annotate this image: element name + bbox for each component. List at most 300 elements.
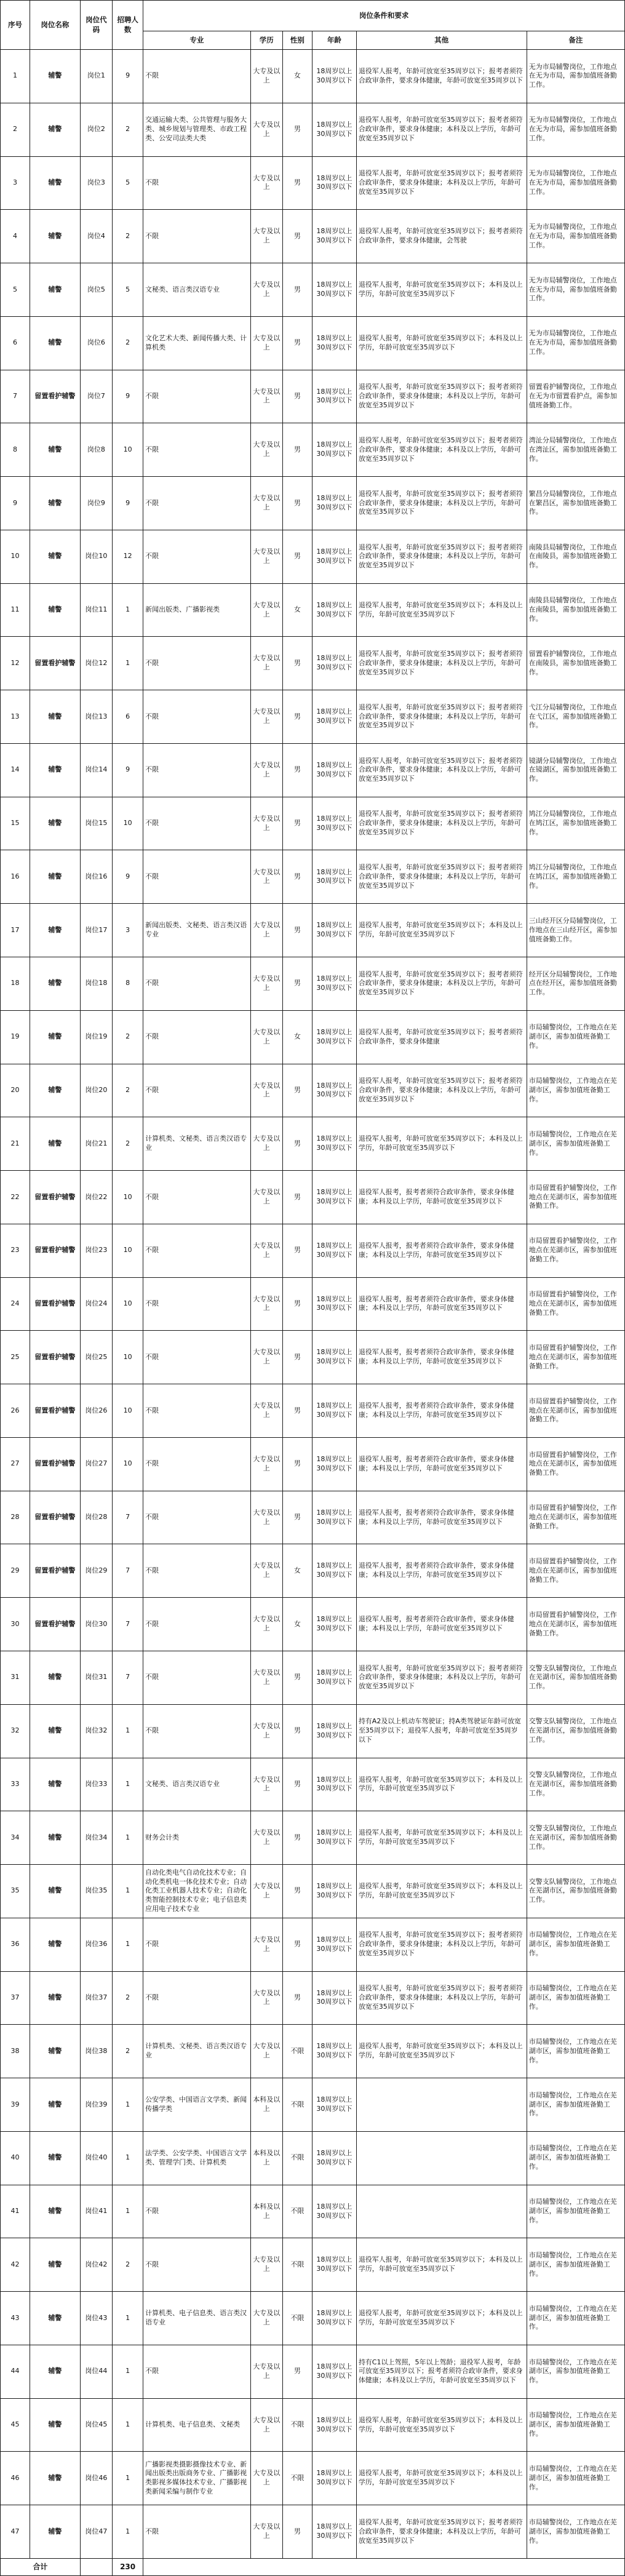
table-row — [1, 530, 625, 583]
cell-major: 不限 — [143, 370, 250, 423]
cell-position-code: 岗位13 — [80, 690, 112, 744]
cell-remark: 镜湖分局辅警岗位，工作地点在镜湖区，需参加值班备勤工作。 — [527, 743, 624, 797]
cell-age: 18周岁以上30周岁以下 — [312, 156, 356, 210]
cell-other: 退役军人报考，年龄可放宽至35周岁以下；报考者须符合政审条件，要求身体健康；本科及以上学历，年龄可放宽至35周岁以下 — [356, 1651, 527, 1704]
cell-age: 18周岁以上30周岁以下 — [312, 2238, 356, 2292]
cell-position-name: 辅警 — [30, 263, 80, 317]
cell-recruit-count: 7 — [113, 1544, 143, 1598]
cell-education: 大专及以上 — [250, 1544, 282, 1598]
cell-recruit-count: 8 — [113, 957, 143, 1011]
cell-education: 本科及以上 — [250, 2078, 282, 2132]
cell-recruit-count: 1 — [113, 2452, 143, 2505]
cell-position-name: 辅警 — [30, 743, 80, 797]
cell-gender: 不限 — [282, 2078, 312, 2132]
cell-position-name: 留置看护辅警 — [30, 370, 80, 423]
cell-position-name: 辅警 — [30, 1704, 80, 1758]
cell-position-code: 岗位41 — [80, 2185, 112, 2238]
cell-recruit-count: 2 — [113, 1971, 143, 2025]
cell-other: 退役军人报考，报考者须符合政审条件，要求身体健康；本科及以上学历，年龄可放宽至35周岁以下 — [356, 1437, 527, 1491]
table-row — [1, 743, 625, 797]
cell-education: 大专及以上 — [250, 1117, 282, 1171]
cell-gender: 不限 — [282, 2185, 312, 2238]
cell-education: 大专及以上 — [250, 690, 282, 744]
cell-age: 18周岁以上30周岁以下 — [312, 530, 356, 583]
cell-seq: 32 — [1, 1704, 30, 1758]
cell-seq: 33 — [1, 1758, 30, 1811]
cell-other: 退役军人报考，年龄可放宽至35周岁以下；本科及以上学历，年龄可放宽至35周岁以下 — [356, 263, 527, 317]
cell-education: 大专及以上 — [250, 1331, 282, 1384]
cell-gender: 男 — [282, 263, 312, 317]
cell-recruit-count: 1 — [113, 2398, 143, 2452]
cell-remark: 市局辅警岗位，工作地点在芜湖市区，需参加值班备勤工作。 — [527, 2131, 624, 2185]
cell-other: 退役军人报考，年龄可放宽至35周岁以下；本科及以上学历，年龄可放宽至35周岁以下 — [356, 2398, 527, 2452]
cell-position-code: 岗位45 — [80, 2398, 112, 2452]
cell-other: 退役军人报考，年龄可放宽至35周岁以下；报考者须符合政审条件，要求身体健康；本科及以上学历，年龄可放宽至35周岁以下 — [356, 477, 527, 530]
cell-education: 大专及以上 — [250, 2398, 282, 2452]
cell-major: 广播影视类摄影摄像技术专业、新闻出版类出版商务专业、广播影视类影视多媒体技术专业、广播影视类新闻采编与制作专业 — [143, 2452, 250, 2505]
cell-major: 财务会计类 — [143, 1811, 250, 1865]
cell-position-code: 岗位47 — [80, 2505, 112, 2559]
cell-position-name: 辅警 — [30, 210, 80, 263]
cell-other: 退役军人报考，年龄可放宽至35周岁以下；本科及以上学历，年龄可放宽至35周岁以下 — [356, 1758, 527, 1811]
cell-position-name: 辅警 — [30, 316, 80, 370]
cell-other: 退役军人报考，年龄可放宽至35周岁以下；本科及以上学历，年龄可放宽至35周岁以下 — [356, 2292, 527, 2345]
cell-position-name: 辅警 — [30, 2238, 80, 2292]
cell-gender: 男 — [282, 797, 312, 850]
cell-age: 18周岁以上30周岁以下 — [312, 1651, 356, 1704]
cell-position-code: 岗位46 — [80, 2452, 112, 2505]
cell-age: 18周岁以上30周岁以下 — [312, 477, 356, 530]
table-row — [1, 2398, 625, 2452]
cell-gender: 男 — [282, 1224, 312, 1277]
cell-remark: 南陵县局辅警岗位，工作地点在南陵县，需参加值班备勤工作。 — [527, 583, 624, 637]
cell-age: 18周岁以上30周岁以下 — [312, 1171, 356, 1224]
table-row — [1, 1010, 625, 1064]
cell-seq: 42 — [1, 2238, 30, 2292]
table-row — [1, 477, 625, 530]
cell-gender: 男 — [282, 1491, 312, 1544]
cell-major: 计算机类、文秘类、语言类汉语专业 — [143, 2025, 250, 2078]
cell-position-code: 岗位19 — [80, 1010, 112, 1064]
cell-education: 大专及以上 — [250, 1491, 282, 1544]
cell-seq: 24 — [1, 1277, 30, 1331]
cell-gender: 女 — [282, 50, 312, 103]
cell-remark: 交警支队辅警岗位，工作地点在芜湖市区，需参加值班备勤工作。 — [527, 1865, 624, 1918]
cell-position-name: 辅警 — [30, 1117, 80, 1171]
cell-seq: 1 — [1, 50, 30, 103]
cell-major: 文秘类、语言类汉语专业 — [143, 263, 250, 317]
cell-education: 大专及以上 — [250, 477, 282, 530]
table-row — [1, 103, 625, 156]
cell-education: 大专及以上 — [250, 1971, 282, 2025]
cell-major: 不限 — [143, 2185, 250, 2238]
cell-recruit-count: 1 — [113, 2505, 143, 2559]
cell-age: 18周岁以上30周岁以下 — [312, 2131, 356, 2185]
cell-other: 退役军人报考，年龄可放宽至35周岁以下；报考者须符合政审条件，要求身体健康；本科及以上学历，年龄可放宽至35周岁以下 — [356, 1918, 527, 1971]
total-empty-rest — [143, 2558, 625, 2575]
cell-recruit-count: 2 — [113, 316, 143, 370]
cell-age: 18周岁以上30周岁以下 — [312, 210, 356, 263]
cell-major: 不限 — [143, 1598, 250, 1651]
cell-major: 不限 — [143, 743, 250, 797]
cell-seq: 30 — [1, 1598, 30, 1651]
cell-position-code: 岗位28 — [80, 1491, 112, 1544]
cell-age: 18周岁以上30周岁以下 — [312, 1064, 356, 1117]
table-row — [1, 690, 625, 744]
cell-recruit-count: 2 — [113, 103, 143, 156]
cell-other: 退役军人报考，年龄可放宽至35周岁以下；报考者须符合政审条件，要求身体健康；本科及以上学历，年龄可放宽至35周岁以下 — [356, 637, 527, 690]
cell-gender: 男 — [282, 1971, 312, 2025]
cell-gender: 男 — [282, 530, 312, 583]
cell-age: 18周岁以上30周岁以下 — [312, 2185, 356, 2238]
cell-position-name: 辅警 — [30, 797, 80, 850]
cell-gender: 男 — [282, 210, 312, 263]
header-row-group — [1, 1, 625, 31]
cell-seq: 46 — [1, 2452, 30, 2505]
cell-remark: 市局辅警岗位，工作地点在芜湖市区，需参加值班备勤工作。 — [527, 2398, 624, 2452]
cell-age: 18周岁以上30周岁以下 — [312, 1865, 356, 1918]
cell-other: 退役军人报考，报考者须符合政审条件，要求身体健康；本科及以上学历，年龄可放宽至35周岁以下 — [356, 1171, 527, 1224]
cell-position-code: 岗位6 — [80, 316, 112, 370]
cell-major: 不限 — [143, 1277, 250, 1331]
cell-seq: 25 — [1, 1331, 30, 1384]
cell-age: 18周岁以上30周岁以下 — [312, 2505, 356, 2559]
cell-seq: 26 — [1, 1384, 30, 1438]
cell-position-name: 辅警 — [30, 2398, 80, 2452]
cell-position-name: 辅警 — [30, 1758, 80, 1811]
cell-seq: 36 — [1, 1918, 30, 1971]
cell-seq: 23 — [1, 1224, 30, 1277]
table-row — [1, 1491, 625, 1544]
cell-age: 18周岁以上30周岁以下 — [312, 263, 356, 317]
table-row — [1, 1331, 625, 1384]
cell-recruit-count: 2 — [113, 2025, 143, 2078]
cell-position-code: 岗位4 — [80, 210, 112, 263]
cell-seq: 43 — [1, 2292, 30, 2345]
cell-position-name: 留置看护辅警 — [30, 1224, 80, 1277]
cell-gender: 男 — [282, 103, 312, 156]
cell-other: 退役军人报考，年龄可放宽至35周岁以下；报考者须符合政审条件，要求身体健康；本科及以上学历，年龄可放宽至35周岁以下 — [356, 850, 527, 904]
cell-gender: 男 — [282, 1064, 312, 1117]
cell-education: 大专及以上 — [250, 530, 282, 583]
table-row — [1, 1117, 625, 1171]
cell-gender: 男 — [282, 690, 312, 744]
cell-remark: 市局辅警岗位，工作地点在芜湖市区，需参加值班备勤工作。 — [527, 2452, 624, 2505]
cell-remark: 弋江分局辅警岗位，工作地点在弋江区，需参加值班备勤工作。 — [527, 690, 624, 744]
cell-remark: 无为市局辅警岗位，工作地点在无为市局，需参加值班备勤工作。 — [527, 103, 624, 156]
cell-major: 不限 — [143, 2505, 250, 2559]
cell-position-name: 辅警 — [30, 103, 80, 156]
header-education: 学历 — [250, 31, 282, 50]
cell-position-name: 辅警 — [30, 1811, 80, 1865]
cell-age: 18周岁以上30周岁以下 — [312, 850, 356, 904]
cell-age: 18周岁以上30周岁以下 — [312, 583, 356, 637]
cell-position-code: 岗位17 — [80, 904, 112, 957]
cell-remark: 鸠江分局辅警岗位，工作地点在鸠江区，需参加值班备勤工作。 — [527, 850, 624, 904]
cell-recruit-count: 5 — [113, 263, 143, 317]
cell-other: 退役军人报考，年龄可放宽至35周岁以下；报考者须符合政审条件，要求身体健康 — [356, 1010, 527, 1064]
cell-recruit-count: 1 — [113, 1811, 143, 1865]
cell-recruit-count: 2 — [113, 1064, 143, 1117]
cell-position-code: 岗位39 — [80, 2078, 112, 2132]
cell-position-name: 辅警 — [30, 2505, 80, 2559]
cell-position-code: 岗位29 — [80, 1544, 112, 1598]
cell-other: 退役军人报考，报考者须符合政审条件，要求身体健康；本科及以上学历，年龄可放宽至35周岁以下 — [356, 1384, 527, 1438]
cell-remark: 留置看护辅警岗位，工作地点在南陵县，需参加值班备勤工作。 — [527, 637, 624, 690]
cell-major: 不限 — [143, 210, 250, 263]
cell-age: 18周岁以上30周岁以下 — [312, 797, 356, 850]
cell-seq: 28 — [1, 1491, 30, 1544]
cell-other: 退役军人报考，年龄可放宽至35周岁以下；本科及以上学历，年龄可放宽至35周岁以下 — [356, 2238, 527, 2292]
cell-other: 退役军人报考，年龄可放宽至35周岁以下；报考者须符合政审条件，要求身体健康；本科及以上学历，年龄可放宽至35周岁以下 — [356, 103, 527, 156]
cell-gender: 男 — [282, 156, 312, 210]
cell-position-code: 岗位14 — [80, 743, 112, 797]
table-row — [1, 1865, 625, 1918]
cell-gender: 男 — [282, 1758, 312, 1811]
cell-seq: 15 — [1, 797, 30, 850]
cell-gender: 男 — [282, 477, 312, 530]
cell-major: 交通运输大类、公共管理与服务大类、城乡规划与管理类、市政工程类、公安司法类大类 — [143, 103, 250, 156]
cell-other: 退役军人报考，年龄可放宽至35周岁以下；报考者须符合政审条件，要求身体健康；本科及以上学历，年龄可放宽至35周岁以下 — [356, 797, 527, 850]
cell-other: 退役军人报考，报考者须符合政审条件，要求身体健康；本科及以上学历，年龄可放宽至35周岁以下 — [356, 1331, 527, 1384]
table-row — [1, 2185, 625, 2238]
cell-major: 法学类、公安学类、中国语言文学类、管理学门类、计算机类 — [143, 2131, 250, 2185]
cell-other: 退役军人报考，报考者须符合政审条件，要求身体健康；本科及以上学历，年龄可放宽至35周岁以下 — [356, 1491, 527, 1544]
cell-other: 持有C1以上驾照，5年以上驾龄；退役军人报考，年龄可放宽至35周岁以下；报考者须符合政审条件，要求身体健康；本科及以上学历，年龄可放宽至35周岁以下 — [356, 2345, 527, 2398]
cell-education: 大专及以上 — [250, 1758, 282, 1811]
cell-other: 退役军人报考，报考者须符合政审条件，要求身体健康；本科及以上学历，年龄可放宽至35周岁以下 — [356, 1544, 527, 1598]
cell-age: 18周岁以上30周岁以下 — [312, 1384, 356, 1438]
cell-major: 不限 — [143, 797, 250, 850]
table-row — [1, 1971, 625, 2025]
cell-education: 大专及以上 — [250, 2292, 282, 2345]
cell-gender: 男 — [282, 2505, 312, 2559]
cell-education: 大专及以上 — [250, 904, 282, 957]
cell-remark: 市局辅警岗位，工作地点在芜湖市区，需参加值班备勤工作。 — [527, 2238, 624, 2292]
cell-seq: 19 — [1, 1010, 30, 1064]
cell-remark: 市局留置看护辅警岗位，工作地点在芜湖市区，需参加值班备勤工作。 — [527, 1544, 624, 1598]
cell-education: 大专及以上 — [250, 210, 282, 263]
cell-education: 大专及以上 — [250, 2238, 282, 2292]
cell-recruit-count: 2 — [113, 1117, 143, 1171]
cell-age: 18周岁以上30周岁以下 — [312, 103, 356, 156]
cell-gender: 男 — [282, 1865, 312, 1918]
cell-recruit-count: 6 — [113, 690, 143, 744]
cell-position-code: 岗位44 — [80, 2345, 112, 2398]
cell-position-name: 留置看护辅警 — [30, 1544, 80, 1598]
cell-gender: 男 — [282, 1704, 312, 1758]
cell-age: 18周岁以上30周岁以下 — [312, 1704, 356, 1758]
cell-age: 18周岁以上30周岁以下 — [312, 743, 356, 797]
cell-gender: 男 — [282, 1331, 312, 1384]
cell-position-code: 岗位42 — [80, 2238, 112, 2292]
cell-seq: 40 — [1, 2131, 30, 2185]
cell-remark: 交警支队辅警岗位，工作地点在芜湖市区，需参加值班备勤工作。 — [527, 1651, 624, 1704]
cell-education: 本科及以上 — [250, 2131, 282, 2185]
table-row — [1, 637, 625, 690]
cell-recruit-count: 9 — [113, 50, 143, 103]
cell-remark: 交警支队辅警岗位，工作地点在芜湖市区，需参加值班备勤工作。 — [527, 1704, 624, 1758]
cell-major: 文秘类、语言类汉语专业 — [143, 1758, 250, 1811]
cell-position-code: 岗位32 — [80, 1704, 112, 1758]
cell-education: 大专及以上 — [250, 1437, 282, 1491]
cell-position-name: 辅警 — [30, 477, 80, 530]
table-row — [1, 1384, 625, 1438]
cell-remark: 无为市局辅警岗位，工作地点在无为市局，需参加值班备勤工作。 — [527, 210, 624, 263]
cell-position-name: 辅警 — [30, 50, 80, 103]
cell-seq: 10 — [1, 530, 30, 583]
table-row — [1, 2452, 625, 2505]
cell-major: 不限 — [143, 957, 250, 1011]
table-row — [1, 1598, 625, 1651]
cell-major: 计算机类、文秘类、语言类汉语专业 — [143, 1117, 250, 1171]
header-other: 其他 — [356, 31, 527, 50]
table-row — [1, 1437, 625, 1491]
table-row — [1, 2025, 625, 2078]
header-remark: 备注 — [527, 31, 624, 50]
cell-gender: 不限 — [282, 2292, 312, 2345]
cell-remark: 交警支队辅警岗位，工作地点在芜湖市区，需参加值班备勤工作。 — [527, 1758, 624, 1811]
cell-seq: 7 — [1, 370, 30, 423]
cell-age: 18周岁以上30周岁以下 — [312, 2025, 356, 2078]
cell-remark: 市局留置看护辅警岗位，工作地点在芜湖市区，需参加值班备勤工作。 — [527, 1277, 624, 1331]
cell-other: 退役军人报考，年龄可放宽至35周岁以下；本科及以上学历，年龄可放宽至35周岁以下 — [356, 583, 527, 637]
cell-major: 不限 — [143, 1064, 250, 1117]
cell-remark: 市局辅警岗位，工作地点在芜湖市区，需参加值班备勤工作。 — [527, 2345, 624, 2398]
cell-seq: 45 — [1, 2398, 30, 2452]
cell-seq: 21 — [1, 1117, 30, 1171]
cell-age: 18周岁以上30周岁以下 — [312, 1758, 356, 1811]
cell-other: 退役军人报考，年龄可放宽至35周岁以下；本科及以上学历，年龄可放宽至35周岁以下 — [356, 1811, 527, 1865]
cell-seq: 6 — [1, 316, 30, 370]
cell-age: 18周岁以上30周岁以下 — [312, 370, 356, 423]
cell-recruit-count: 1 — [113, 2185, 143, 2238]
cell-education: 大专及以上 — [250, 156, 282, 210]
header-age: 年龄 — [312, 31, 356, 50]
cell-major: 自动化类电气自动化技术专业；自动化类机电一体化技术专业；自动化类工业机器人技术专业；自动化类智能控制技术专业；电子信息类应用电子技术专业 — [143, 1865, 250, 1918]
cell-position-name: 辅警 — [30, 2452, 80, 2505]
cell-recruit-count: 1 — [113, 1865, 143, 1918]
cell-gender: 男 — [282, 316, 312, 370]
cell-remark: 市局留置看护辅警岗位，工作地点在芜湖市区，需参加值班备勤工作。 — [527, 1437, 624, 1491]
cell-other: 退役军人报考，年龄可放宽至35周岁以下；报考者须符合政审条件，要求身体健康；本科及以上学历，年龄可放宽至35周岁以下 — [356, 423, 527, 477]
cell-other — [356, 2078, 527, 2132]
table-row — [1, 957, 625, 1011]
cell-major: 不限 — [143, 1437, 250, 1491]
cell-other — [356, 2185, 527, 2238]
cell-seq: 31 — [1, 1651, 30, 1704]
cell-remark: 无为市局辅警岗位，工作地点在无为市局，需参加值班备勤工作。 — [527, 316, 624, 370]
cell-recruit-count: 7 — [113, 1598, 143, 1651]
cell-major: 不限 — [143, 637, 250, 690]
cell-age: 18周岁以上30周岁以下 — [312, 1117, 356, 1171]
cell-gender: 男 — [282, 850, 312, 904]
cell-other: 退役军人报考，年龄可放宽至35周岁以下；报考者须符合政审条件，要求身体健康；本科及以上学历，年龄可放宽至35周岁以下 — [356, 370, 527, 423]
cell-age: 18周岁以上30周岁以下 — [312, 2398, 356, 2452]
cell-recruit-count: 2 — [113, 2238, 143, 2292]
cell-position-code: 岗位35 — [80, 1865, 112, 1918]
cell-major: 不限 — [143, 530, 250, 583]
cell-position-name: 辅警 — [30, 2131, 80, 2185]
cell-major: 不限 — [143, 477, 250, 530]
table-row — [1, 2078, 625, 2132]
cell-gender: 男 — [282, 1918, 312, 1971]
cell-recruit-count: 9 — [113, 743, 143, 797]
cell-education: 大专及以上 — [250, 2452, 282, 2505]
cell-major: 不限 — [143, 1224, 250, 1277]
table-row — [1, 583, 625, 637]
cell-gender: 不限 — [282, 2452, 312, 2505]
cell-seq: 11 — [1, 583, 30, 637]
table-row — [1, 797, 625, 850]
cell-position-code: 岗位10 — [80, 530, 112, 583]
header-recruit-count: 招聘人数 — [113, 1, 143, 50]
cell-seq: 27 — [1, 1437, 30, 1491]
cell-age: 18周岁以上30周岁以下 — [312, 904, 356, 957]
cell-other: 退役军人报考，报考者须符合政审条件，要求身体健康；本科及以上学历，年龄可放宽至35周岁以下 — [356, 1224, 527, 1277]
table-row — [1, 2345, 625, 2398]
cell-other: 退役军人报考，年龄可放宽至35周岁以下；报考者须符合政审条件，要求身体健康；本科及以上学历，年龄可放宽至35周岁以下 — [356, 2505, 527, 2559]
cell-position-code: 岗位3 — [80, 156, 112, 210]
cell-remark: 市局辅警岗位，工作地点在芜湖市区，需参加值班备勤工作。 — [527, 1918, 624, 1971]
cell-recruit-count: 9 — [113, 370, 143, 423]
header-seq: 序号 — [1, 1, 30, 50]
cell-gender: 不限 — [282, 2025, 312, 2078]
cell-seq: 35 — [1, 1865, 30, 1918]
table-row — [1, 2292, 625, 2345]
table-body — [1, 50, 625, 2559]
cell-position-name: 辅警 — [30, 1010, 80, 1064]
cell-recruit-count: 1 — [113, 1918, 143, 1971]
cell-seq: 22 — [1, 1171, 30, 1224]
table-row — [1, 1918, 625, 1971]
cell-age: 18周岁以上30周岁以下 — [312, 2292, 356, 2345]
cell-gender: 不限 — [282, 2238, 312, 2292]
cell-education: 大专及以上 — [250, 850, 282, 904]
cell-major: 计算机类、电子信息类、文秘类 — [143, 2398, 250, 2452]
cell-remark: 经开区分局辅警岗位，工作地点在经开区，需参加值班备勤工作。 — [527, 957, 624, 1011]
cell-seq: 4 — [1, 210, 30, 263]
cell-remark: 市局辅警岗位，工作地点在芜湖市区，需参加值班备勤工作。 — [527, 2025, 624, 2078]
cell-major: 不限 — [143, 850, 250, 904]
cell-major: 不限 — [143, 690, 250, 744]
cell-other: 退役军人报考，年龄可放宽至35周岁以下；报考者须符合政审条件，要求身体健康，会驾驶 — [356, 210, 527, 263]
cell-seq: 38 — [1, 2025, 30, 2078]
cell-recruit-count: 1 — [113, 2345, 143, 2398]
cell-other: 退役军人报考，年龄可放宽至35周岁以下；本科及以上学历，年龄可放宽至35周岁以下 — [356, 2025, 527, 2078]
cell-age: 18周岁以上30周岁以下 — [312, 1811, 356, 1865]
cell-major: 不限 — [143, 1651, 250, 1704]
cell-age: 18周岁以上30周岁以下 — [312, 1437, 356, 1491]
cell-recruit-count: 12 — [113, 530, 143, 583]
cell-recruit-count: 10 — [113, 1437, 143, 1491]
cell-major: 公安学类、中国语言文学类、新闻传播学类 — [143, 2078, 250, 2132]
cell-major: 不限 — [143, 1918, 250, 1971]
cell-position-code: 岗位15 — [80, 797, 112, 850]
cell-gender: 男 — [282, 1651, 312, 1704]
cell-seq: 34 — [1, 1811, 30, 1865]
cell-seq: 5 — [1, 263, 30, 317]
cell-position-name: 辅警 — [30, 2025, 80, 2078]
cell-position-code: 岗位27 — [80, 1437, 112, 1491]
cell-major: 不限 — [143, 1971, 250, 2025]
cell-gender: 不限 — [282, 2131, 312, 2185]
cell-remark: 市局留置看护辅警岗位，工作地点在芜湖市区，需参加值班备勤工作。 — [527, 1491, 624, 1544]
cell-age: 18周岁以上30周岁以下 — [312, 423, 356, 477]
cell-position-name: 辅警 — [30, 1918, 80, 1971]
cell-seq: 8 — [1, 423, 30, 477]
cell-education: 大专及以上 — [250, 50, 282, 103]
